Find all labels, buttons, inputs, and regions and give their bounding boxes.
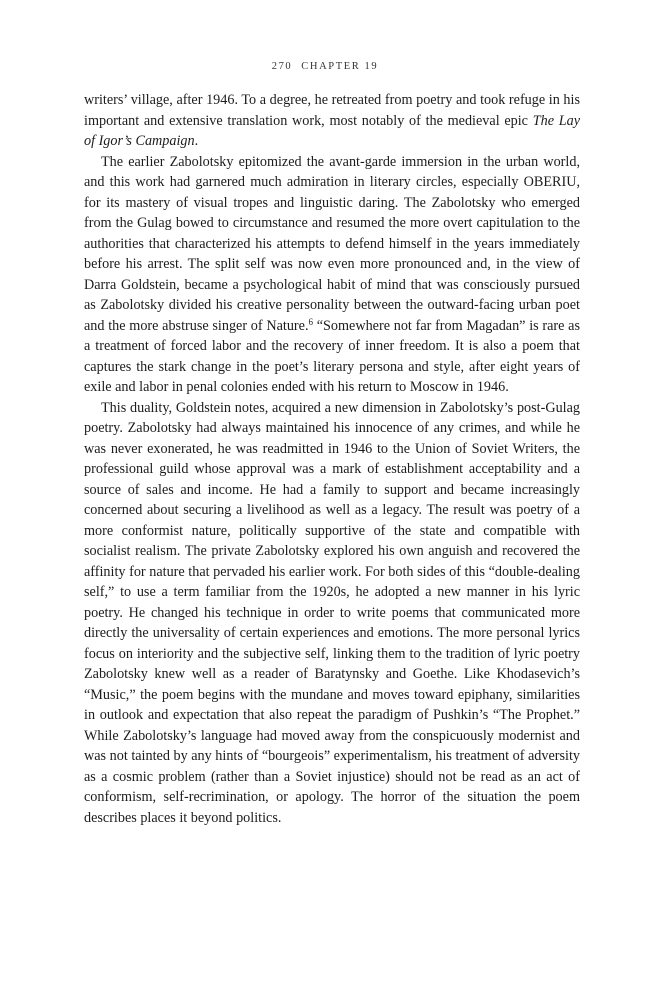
- body-text: [84, 90, 580, 828]
- footnote-marker[interactable]: 6: [308, 316, 313, 327]
- page-number: 270: [271, 61, 293, 72]
- paragraph-2: [84, 152, 580, 398]
- paragraph-2-text-b: “Somewhere not far from Magadan” is rare as a treatment of forced labor and the recovery of inner freedom. It is also a poem that captures the stark change in the poet’s literary persona and style, after eight years of exile and labor in penal colonies ended with his return to Moscow in 1946.: [84, 317, 580, 395]
- paragraph-1-end: .: [194, 133, 199, 149]
- paragraph-3-text: This duality, Goldstein notes, acquired a new dimension in Zabolotsky’s post-Gulag poetry. Zabolotsky had always maintained his innocence of any crimes, and while he was never exonerated, he was readmitted in 1946 to the Union of Soviet Writers, the professional guild whose approval was a mark of establishment acceptability and a source of sales and income. He had a family to support and became increasingly concerned about securing a livelihood as well as a legacy. The result was poetry of a more conformist nature, politically supportive of the state and compatible with socialist realism. The private Zabolotsky explored his own anguish and recovered the affinity for nature that pervaded his earlier work. For both sides of this “double-dealing self,” to use a term familiar from the 1920s, he adopted a new manner in his lyric poetry. He changed his technique in order to write poems that communicated more directly the universality of certain experiences and emotions. The more personal lyrics focus on interiority and the subjective self, linking them to the tradition of lyric poetry Zabolotsky knew well as a reader of Baratynsky and Goethe. Like Khodasevich’s “Music,” the poem begins with the mundane and moves toward epiphany, similarities in outlook and expectation that also repeat the paradigm of Pushkin’s “The Prophet.” While Zabolotsky’s language had moved away from the conspicuously modernist and was not tainted by any hints of “bourgeois” experimentalism, his treatment of adversity as a cosmic problem (rather than a Soviet injustice) should not be read as an act of conformism, self-recrimination, or apology. The horror of the situation the poem describes places it beyond politics.: [84, 399, 580, 826]
- running-head: [0, 61, 650, 72]
- work-title: The Lay of Igor’s Campaign: [84, 112, 581, 149]
- paragraph-2-text-a: The earlier Zabolotsky epitomized the avant-garde immersion in the urban world, and this work had garnered much admiration in literary circles, especially OBERIU, for its mastery of visual tropes and linguistic daring. The Zabolotsky who emerged from the Gulag bowed to circumstance and resumed the more overt capitulation to the authorities that characterized his attempts to defend himself in the years immediately before his arrest. The split self was now even more pronounced and, in the view of Darra Goldstein, became a psychological habit of mind that was consciously pursued as Zabolotsky divided his creative personality between the outward-facing urban poet and the more abstruse singer of Nature.: [84, 153, 580, 334]
- paragraph-3: [84, 398, 580, 829]
- paragraph-1: [84, 90, 580, 152]
- chapter-label: CHAPTER 19: [301, 61, 379, 72]
- paragraph-1-text: writers’ village, after 1946. To a degree, he retreated from poetry and took refuge in his important and extensive translation work, most notably of the medieval epic: [84, 92, 580, 129]
